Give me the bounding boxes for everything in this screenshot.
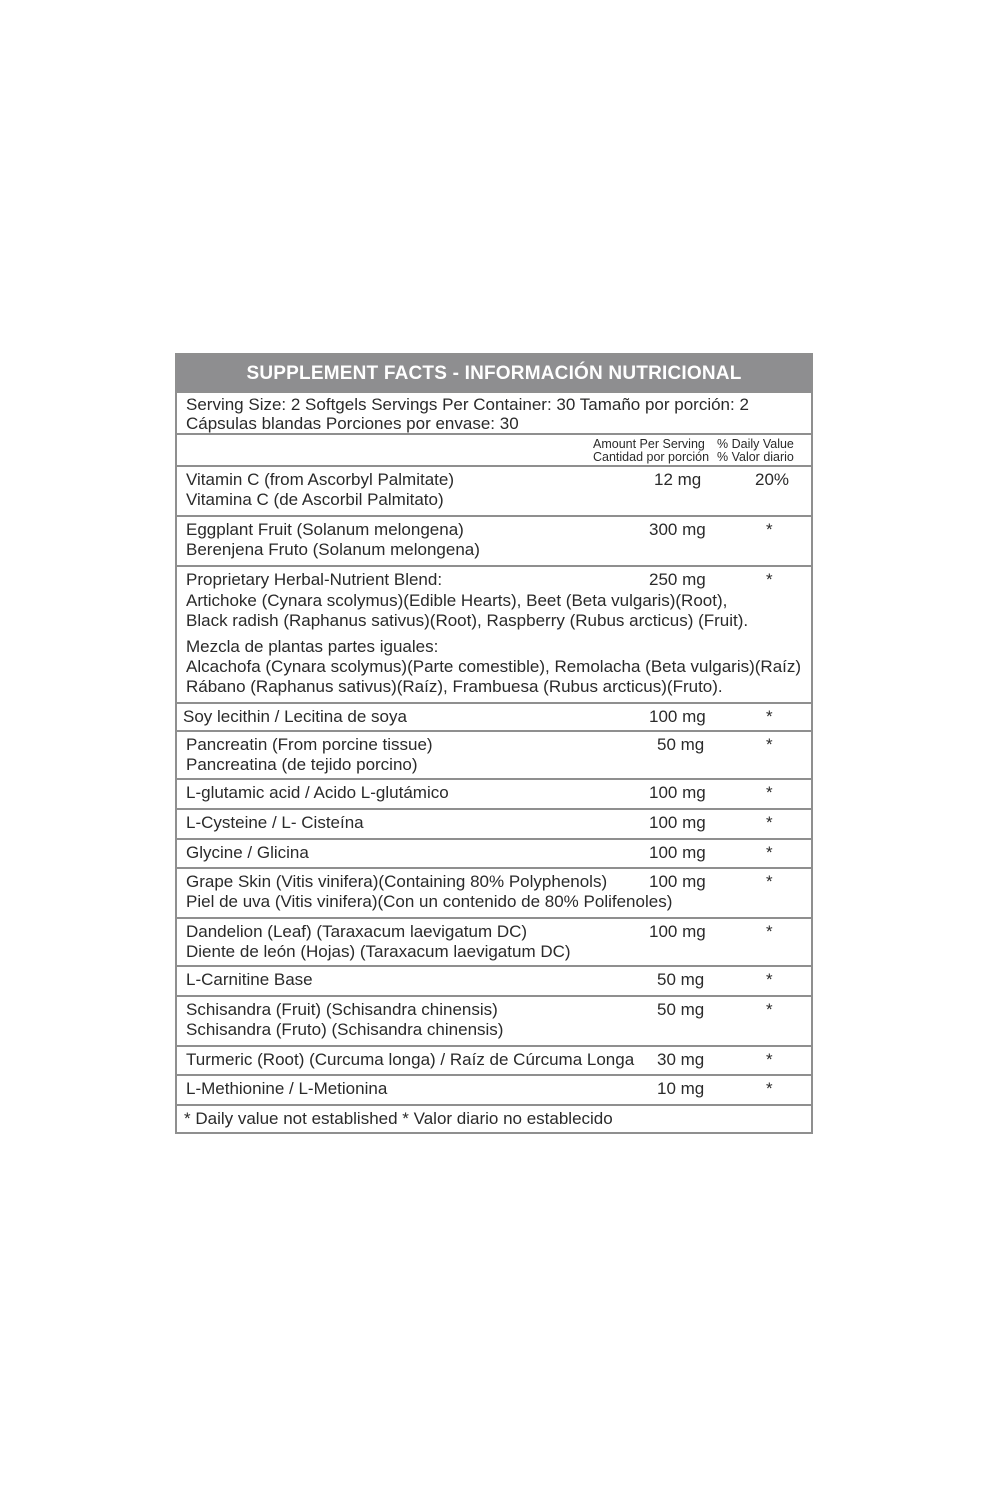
table-row <box>177 997 811 1047</box>
table-row <box>177 840 811 869</box>
ingredient-daily-value: * <box>766 843 773 862</box>
ingredient-amount: 10 mg <box>657 1079 705 1098</box>
ingredient-daily-value: * <box>766 1079 773 1098</box>
ingredient-amount: 300 mg <box>649 520 706 539</box>
ingredient-daily-value: * <box>766 783 773 802</box>
table-row <box>177 732 811 780</box>
ingredient-name: L-Cysteine / L- Cisteína <box>186 813 364 832</box>
table-row <box>177 517 811 567</box>
ingredient-daily-value: * <box>766 922 773 941</box>
table-row <box>177 780 811 810</box>
ingredient-amount: 100 mg <box>649 843 706 862</box>
ingredient-name: Vitamin C (from Ascorbyl Palmitate) Vitamina C (de Ascorbil Palmitato) <box>186 470 454 509</box>
ingredient-amount: 30 mg <box>657 1050 705 1069</box>
ingredient-name: Proprietary Herbal-Nutrient Blend: <box>186 570 443 589</box>
ingredient-name: Dandelion (Leaf) (Taraxacum laevigatum DC) Diente de león (Hojas) (Taraxacum laevigatum DC) <box>186 922 571 961</box>
ingredient-daily-value: * <box>766 1050 773 1069</box>
ingredient-amount: 100 mg <box>649 922 706 941</box>
ingredient-amount: 100 mg <box>649 707 706 726</box>
ingredient-amount: 50 mg <box>657 970 705 989</box>
ingredient-name: Grape Skin (Vitis vinifera)(Containing 80% Polyphenols) Piel de uva (Vitis vinifera)(Con un contenido de 80% Polifenoles) <box>186 872 673 911</box>
table-row <box>177 919 811 967</box>
amount-column-header: Amount Per Serving Cantidad por porción <box>593 437 710 464</box>
ingredient-amount: 100 mg <box>649 813 706 832</box>
daily-value-column-header: % Daily Value % Valor diario <box>717 437 794 464</box>
ingredient-name: Eggplant Fruit (Solanum melongena) Berenjena Fruto (Solanum melongena) <box>186 520 480 559</box>
ingredient-name: Glycine / Glicina <box>186 843 309 862</box>
serving-info <box>177 393 811 435</box>
table-row <box>177 1047 811 1076</box>
ingredient-name: Soy lecithin / Lecitina de soya <box>183 707 407 726</box>
ingredient-daily-value: * <box>766 813 773 832</box>
panel-title: SUPPLEMENT FACTS - INFORMACIÓN NUTRICIONAL <box>177 355 811 393</box>
supplement-facts-panel <box>175 353 813 1134</box>
serving-line-es: Tamaño por porción: 2 Cápsulas blandas Porciones por envase: 30 <box>186 395 749 433</box>
ingredient-daily-value: * <box>766 872 773 891</box>
ingredient-name: L-glutamic acid / Acido L-glutámico <box>186 783 449 802</box>
ingredient-name: L-Carnitine Base <box>186 970 313 989</box>
table-row <box>177 810 811 840</box>
table-row <box>177 704 811 732</box>
ingredient-name: Pancreatin (From porcine tissue) Pancreatina (de tejido porcino) <box>186 735 433 774</box>
column-headers <box>177 435 811 467</box>
blend-detail-en: Artichoke (Cynara scolymus)(Edible Hearts), Beet (Beta vulgaris)(Root), Black radish (Raphanus sativus)(Root), Raspberry (Rubus arcticus) (Fruit). <box>186 591 749 630</box>
footnote: * Daily value not established * Valor diario no establecido <box>184 1109 613 1128</box>
ingredient-daily-value: 20% <box>755 470 790 489</box>
ingredient-daily-value: * <box>766 970 773 989</box>
ingredient-daily-value: * <box>766 735 773 754</box>
ingredient-amount: 100 mg <box>649 783 706 802</box>
ingredient-name: Schisandra (Fruit) (Schisandra chinensis) Schisandra (Fruto) (Schisandra chinensis) <box>186 1000 504 1039</box>
ingredient-amount: 50 mg <box>657 1000 705 1019</box>
ingredient-daily-value: * <box>766 1000 773 1019</box>
ingredient-daily-value: * <box>766 707 773 726</box>
table-row-blend <box>177 567 811 704</box>
ingredient-amount: 12 mg <box>654 470 702 489</box>
ingredient-name: Turmeric (Root) (Curcuma longa) / Raíz de Cúrcuma Longa <box>186 1050 635 1069</box>
ingredient-amount: 50 mg <box>657 735 705 754</box>
ingredient-daily-value: * <box>766 520 773 539</box>
ingredient-amount: 250 mg <box>649 570 706 589</box>
ingredient-name: L-Methionine / L-Metionina <box>186 1079 388 1098</box>
blend-detail-es: Mezcla de plantas partes iguales: Alcachofa (Cynara scolymus)(Parte comestible), Remolacha (Beta vulgaris)(Raíz) Rábano (Raphanus sativus)(Raíz), Frambuesa (Rubus arcticus)(Fruto). <box>186 637 802 696</box>
table-row <box>177 967 811 997</box>
serving-line-en: Serving Size: 2 Softgels Servings Per Container: 30 <box>186 395 576 414</box>
ingredient-amount: 100 mg <box>649 872 706 891</box>
table-row <box>177 1076 811 1106</box>
ingredient-daily-value: * <box>766 570 773 589</box>
table-row <box>177 467 811 517</box>
table-row <box>177 869 811 919</box>
